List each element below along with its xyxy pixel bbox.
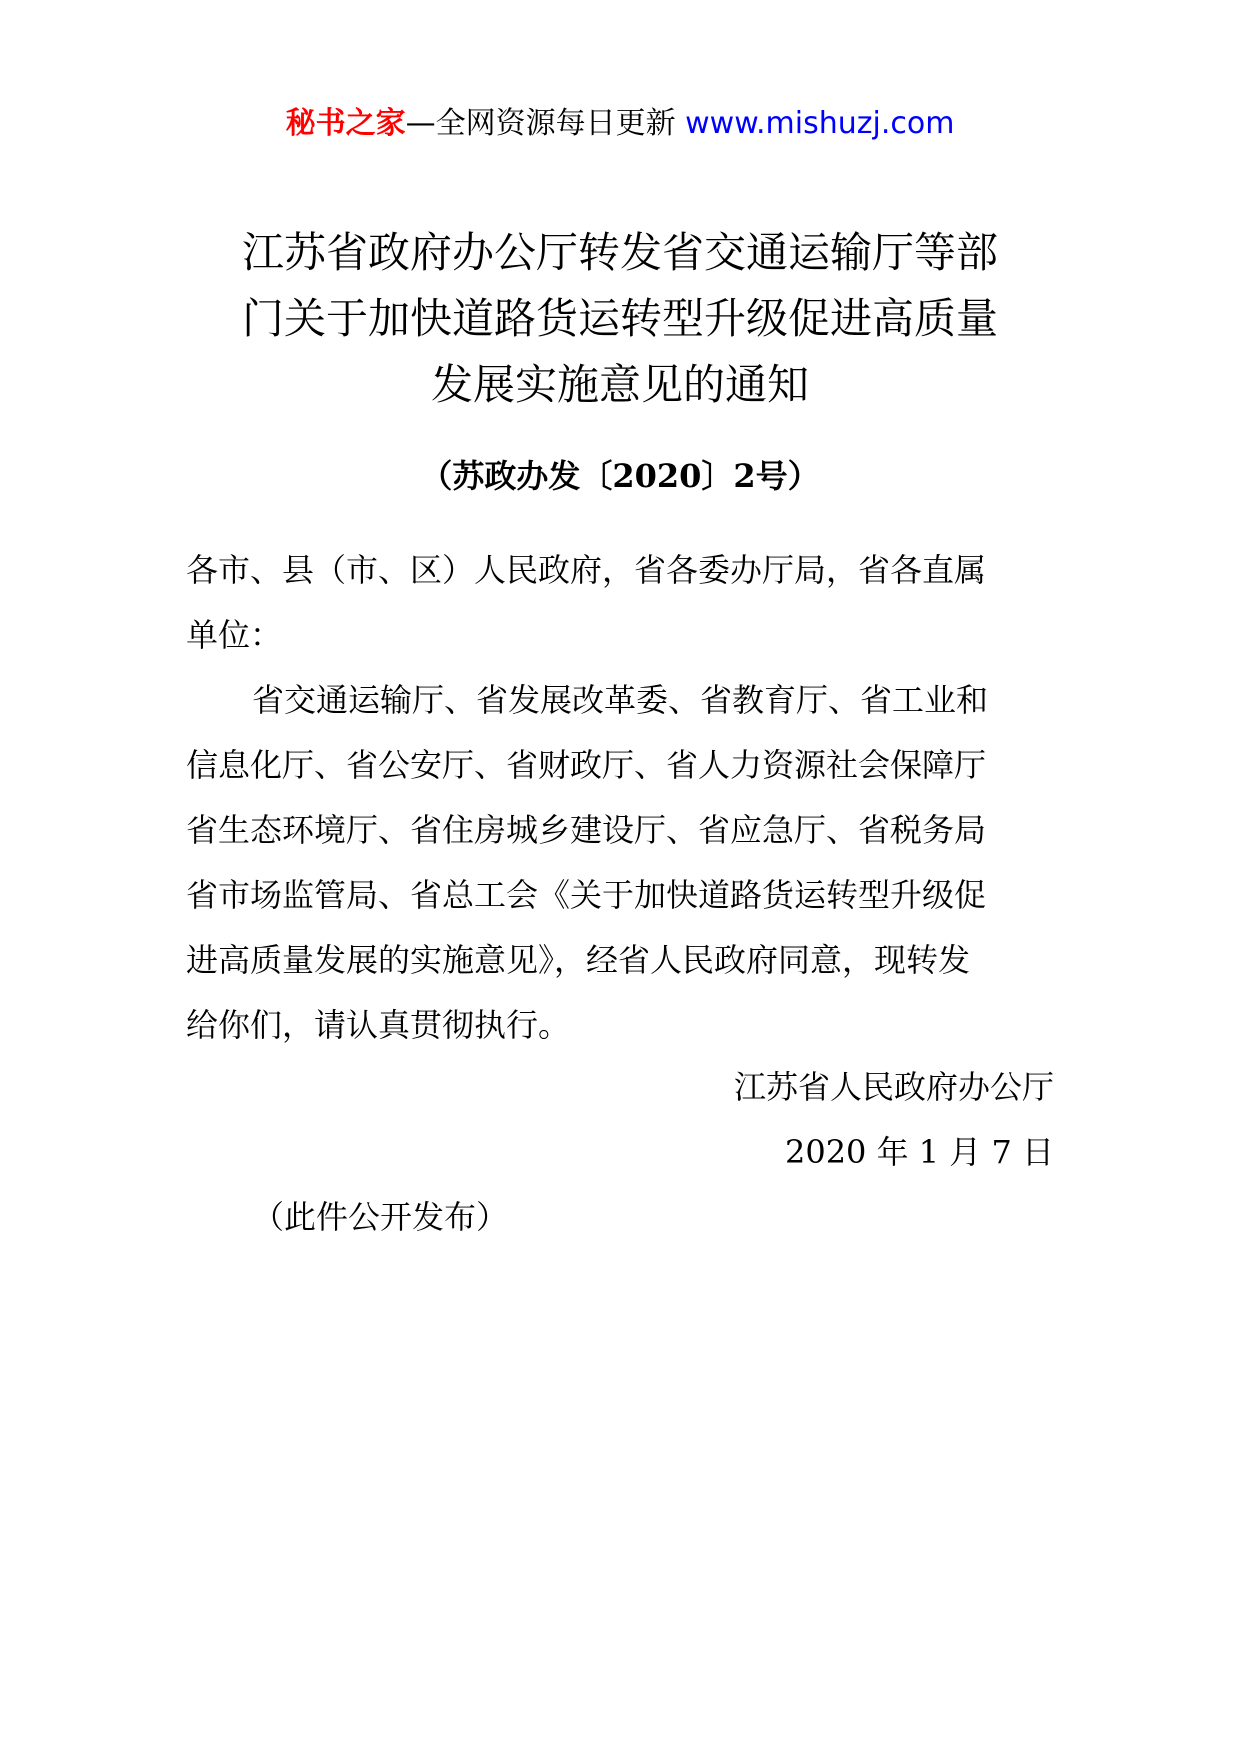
site-header: [0, 100, 1240, 148]
brand-name: 秘书之家: [285, 106, 406, 141]
salutation: [186, 538, 1056, 668]
paragraph-line: 省交通运输厅、省发展改革委、省教育厅、省工业和: [252, 681, 989, 719]
release-note: （此件公开发布）: [252, 1198, 509, 1236]
site-url-link[interactable]: www.mishuzj.com: [685, 106, 955, 141]
header-tagline: —全网资源每日更新: [405, 106, 676, 141]
signature-organization: 江苏省人民政府办公厅: [733, 1068, 1054, 1106]
document-number: （苏政办发〔2020〕2号）: [420, 457, 820, 495]
title-line: 门关于加快道路货运转型升级促进高质量: [241, 294, 998, 343]
title-line: 发展实施意见的通知: [430, 360, 809, 409]
document-title: [140, 220, 1100, 418]
paragraph-line: 省生态环境厅、省住房城乡建设厅、省应急厅、省税务局: [186, 811, 987, 849]
body-paragraph: [186, 668, 1056, 1058]
paragraph-line: 给你们，请认真贯彻执行。: [186, 1006, 571, 1044]
paragraph-line: 进高质量发展的实施意见》，经省人民政府同意，现转发: [186, 941, 971, 979]
paragraph-line: 省市场监管局、省总工会《关于加快道路货运转型升级促: [186, 876, 987, 914]
salutation-line: 各市、县（市、区）人民政府，省各委办厅局，省各直属: [186, 551, 987, 589]
title-line: 江苏省政府办公厅转发省交通运输厅等部: [241, 228, 998, 277]
salutation-line: 单位：: [186, 616, 283, 654]
signature-date: 2020 年 1 月 7 日: [784, 1133, 1054, 1171]
paragraph-line: 信息化厅、省公安厅、省财政厅、省人力资源社会保障厅: [186, 746, 987, 784]
